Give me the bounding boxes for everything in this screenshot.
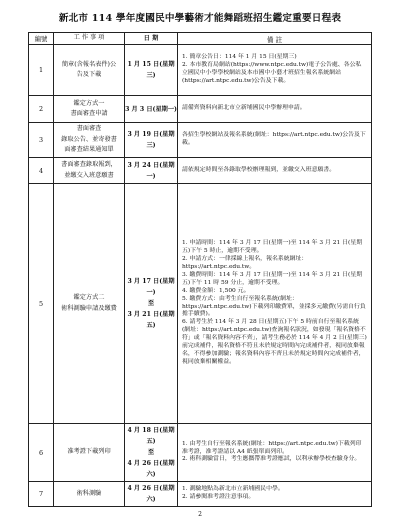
- item-line: 術科測驗申請及繳費: [61, 304, 117, 312]
- note-line: 4. 繳費金額：1,500 元。: [182, 287, 250, 294]
- table-row: [29, 184, 372, 424]
- date-line: 3 月 3 日(星期一): [125, 105, 177, 113]
- row-date: [125, 123, 178, 158]
- date-line: 至: [147, 449, 155, 456]
- item-line: 准考證下載列印: [67, 448, 111, 456]
- row-item: [54, 482, 125, 507]
- date-line: 至: [147, 300, 155, 307]
- row-note: [178, 184, 372, 424]
- row-note: [178, 482, 372, 507]
- item-line: 書面審查: [76, 125, 102, 133]
- date-line: 3 月 17 日(星期一): [127, 278, 175, 296]
- row-item: [54, 45, 125, 96]
- note-line: 2. 申請方式：一律採線上報名，報名系統網址：https://art.ntpc.edu.tw。: [182, 256, 308, 270]
- table-header-row: [29, 33, 372, 45]
- row-number: 6: [29, 424, 54, 482]
- row-item: [54, 96, 125, 123]
- row-number: 2: [29, 96, 54, 123]
- item-line: 書面審查申請: [70, 110, 108, 117]
- table-row: [29, 424, 372, 482]
- row-date: [125, 184, 178, 424]
- note-line: 5. 繳費方式：由考生自行至報名系統(網址：https://art.ntpc.edu.tw)下載列印繳費單，並採多元繳費(另需自行負擔手續費)。: [182, 295, 366, 318]
- row-note: [178, 424, 372, 482]
- note-line: 2. 請參閱准考證注意事項。: [182, 494, 255, 500]
- row-item: [54, 424, 125, 482]
- item-line: 並繳交入班意願書: [64, 171, 114, 179]
- note-line: 各招生學校網站及報名系統(網址：https://art.ntpc.edu.tw)公告及下載。: [182, 132, 366, 146]
- note-line: 3. 繳費時間：114 年 3 月 17 日(星期一)至 114 年 3 月 21 日(星期五)下午 11 時 59 分止，逾期不受理。: [182, 271, 363, 286]
- page-number: 2: [198, 511, 202, 518]
- row-item: [54, 184, 125, 424]
- table-row: [29, 123, 372, 158]
- table-row: [29, 158, 372, 184]
- item-line: 錄取公告、並寄發書: [61, 135, 117, 143]
- item-line: 簡章(含報名表件)公: [61, 60, 117, 68]
- row-number: 5: [29, 184, 54, 424]
- note-line: 1. 測驗地點為新北市立新埔國民中學。: [182, 486, 284, 493]
- note-line: 2. 本市教育局網站(https://www.ntpc.edu.tw)電子公告處、各公私立國民中小學學校網站及本市國中小藝才班招生報名系統網站(https://art.ntpc.edu.tw)公告及下載。: [182, 62, 362, 84]
- row-date: [125, 96, 178, 123]
- row-date: [125, 158, 178, 184]
- header-item: 工 作 事 項: [54, 33, 125, 45]
- note-line: 6. 請考生於 114 年 3 月 28 日(星期五)下午 5 時前自行至報名系統(網址：https://art.ntpc.edu.tw)查詢報名狀況，如發現「報名資格不符」或「報名資料內容不齊」，請考生務必於 114 年 4 月 2 日(星期三)前完成補件，報名資格不符且未於規定時間內完成補件者，視同放棄報名，不得參加測驗；報名資料內容不齊且未於規定時間內完成補件者，視同放棄相關權益。: [182, 319, 367, 365]
- row-note: [178, 158, 372, 184]
- item-line: 面審查結果通知單: [64, 146, 114, 154]
- header-note: 備 註: [178, 33, 372, 45]
- table-row: [29, 45, 372, 96]
- item-line: 術科測驗: [76, 489, 102, 497]
- table-row: [29, 96, 372, 123]
- row-item: [54, 123, 125, 158]
- row-number: 3: [29, 123, 54, 158]
- row-date: [125, 45, 178, 96]
- date-line: 4 月 26 日(星期六): [127, 485, 175, 503]
- schedule-table: [28, 32, 372, 507]
- table-row: [29, 482, 372, 507]
- date-line: 3 月 21 日(星期五): [127, 311, 175, 329]
- document-title: 新北市 114 學年度國民中學藝術才能舞蹈班招生鑑定重要日程表: [58, 13, 342, 24]
- row-item: [54, 158, 125, 184]
- row-date: [125, 424, 178, 482]
- date-line: 3 月 19 日(星期三): [127, 131, 175, 149]
- row-note: [178, 96, 372, 123]
- date-line: 1 月 15 日(星期三): [127, 61, 175, 79]
- row-number: 1: [29, 45, 54, 96]
- row-number: 7: [29, 482, 54, 507]
- date-line: 4 月 18 日(星期五): [127, 427, 175, 445]
- row-number: 4: [29, 158, 54, 184]
- note-line: 1. 申請時間：114 年 3 月 17 日(星期一)至 114 年 3 月 21 日(星期五)下午 5 時止，逾期不受理。: [182, 240, 363, 255]
- item-line: 告及下載: [76, 71, 102, 78]
- date-line: 3 月 24 日(星期一): [127, 161, 175, 180]
- note-line: 1. 由考生自行至報名系統(網址：https://art.ntpc.edu.tw)下載列印准考證，准考證請以 A4 紙張單面列印。: [182, 440, 362, 455]
- note-line: 請依規定時間至各錄取學校辦理報到，並繳交入班意願書。: [182, 166, 336, 173]
- header-no: 編號: [29, 33, 54, 45]
- item-line: 鑑定方式二: [73, 294, 105, 301]
- row-note: [178, 123, 372, 158]
- note-line: 2. 術科測驗當日，考生應攜帶准考證應試，以利承辦學校查驗身分。: [182, 456, 361, 463]
- date-line: 4 月 26 日(星期六): [127, 460, 175, 478]
- item-line: 鑑定方式一: [73, 99, 105, 107]
- row-note: [178, 45, 372, 96]
- header-date: 日 期: [125, 33, 178, 45]
- note-line: 1. 簡章公告日：114 年 1 月 15 日(星期三): [182, 54, 297, 61]
- item-line: 書面審查錄取報到，: [61, 161, 117, 168]
- note-line: 請備齊資料向新北市立新埔國民中學辦理申請。: [182, 105, 306, 112]
- row-date: [125, 482, 178, 507]
